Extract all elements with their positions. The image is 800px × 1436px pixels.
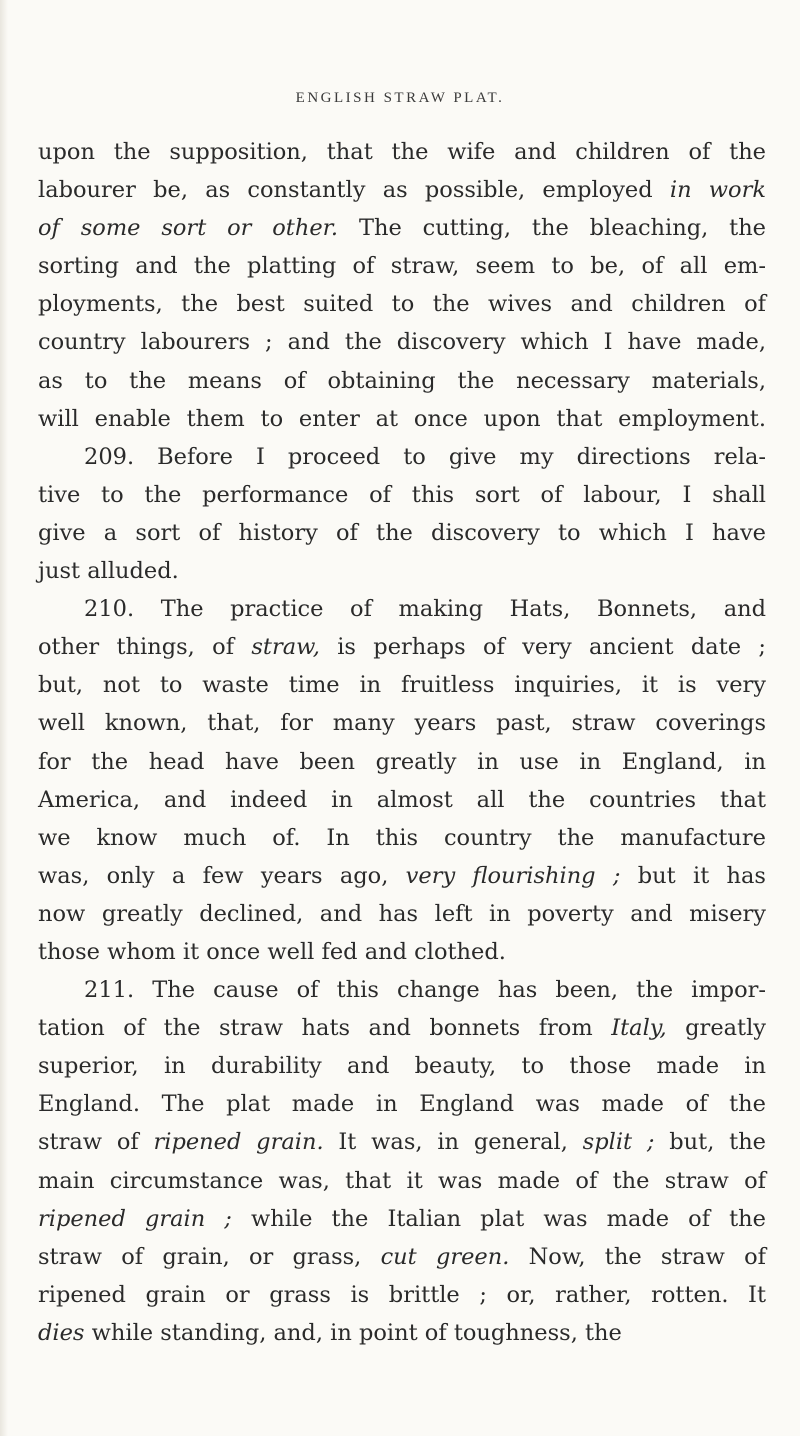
text-run: just alluded.: [38, 558, 179, 585]
text-line: [38, 133, 766, 171]
running-head: ENGLISH STRAW PLAT.: [295, 90, 505, 106]
text-line: [38, 1200, 766, 1238]
text-run: but it has: [620, 862, 766, 889]
body-text: [38, 133, 766, 1352]
italic-run: split ;: [582, 1129, 655, 1156]
italic-run: very flourishing ;: [405, 862, 621, 889]
text-run: well known, that, for many years past, straw coverings: [38, 710, 766, 737]
italic-run: ripened grain ;: [38, 1205, 232, 1232]
text-line: [38, 857, 766, 895]
text-line: [38, 171, 766, 209]
text-run: tive to the performance of this sort of labour, I shall: [38, 481, 766, 508]
text-run: Now, the straw of: [509, 1243, 767, 1270]
text-line: [38, 781, 766, 819]
text-run: England. The plat made in England was made of the: [38, 1091, 766, 1118]
italic-run: in work: [669, 177, 766, 204]
text-line: [38, 666, 766, 704]
text-line: [38, 1009, 766, 1047]
text-run: straw of: [38, 1129, 154, 1156]
text-line: [38, 971, 766, 1009]
italic-run: Italy,: [611, 1015, 667, 1042]
text-run: give a sort of history of the discovery to which I have: [38, 519, 766, 546]
text-line: [38, 514, 766, 552]
text-line: [38, 209, 766, 247]
text-run: 211. The cause of this change has been, the impor-: [84, 977, 766, 1004]
text-run: is perhaps of very ancient date ;: [319, 634, 766, 661]
text-line: [38, 1085, 766, 1123]
text-run: other things, of: [38, 634, 252, 661]
text-line: [38, 323, 766, 361]
text-line: [38, 438, 766, 476]
italic-run: cut green.: [380, 1243, 510, 1270]
text-run: upon the supposition, that the wife and children of the: [38, 139, 766, 165]
text-run: those whom it once well fed and clothed.: [38, 938, 506, 965]
text-run: main circumstance was, that it was made of the straw of: [38, 1167, 766, 1194]
text-line: [38, 400, 766, 438]
text-line: [38, 895, 766, 933]
text-line: [38, 552, 766, 590]
text-line: [38, 285, 766, 323]
text-run: sorting and the platting of straw, seem to be, of all em-: [38, 253, 766, 280]
text-line: [38, 1314, 766, 1352]
text-run: will enable them to enter at once upon that employment.: [38, 405, 766, 432]
text-run: labourer be, as constantly as possible, employed: [38, 177, 670, 204]
text-run: ployments, the best suited to the wives and children of: [38, 291, 766, 318]
text-run: The cutting, the bleaching, the: [338, 215, 766, 242]
text-run: ripened grain or grass is brittle ; or, rather, rotten. It: [38, 1281, 766, 1308]
text-run: was, only a few years ago,: [38, 862, 406, 889]
text-run: tation of the straw hats and bonnets from: [38, 1015, 612, 1042]
text-run: superior, in durability and beauty, to those made in: [38, 1053, 766, 1080]
text-line: [38, 1238, 766, 1276]
text-run: 210. The practice of making Hats, Bonnets, and: [84, 596, 766, 623]
text-run: 209. Before I proceed to give my directions rela-: [84, 443, 766, 470]
text-line: [38, 247, 766, 285]
text-run: but, the: [654, 1129, 766, 1156]
italic-run: of some sort or other.: [38, 215, 339, 242]
text-line: [38, 1162, 766, 1200]
text-run: greatly: [666, 1015, 766, 1042]
text-run: but, not to waste time in fruitless inquiries, it is very: [38, 672, 766, 699]
text-run: America, and indeed in almost all the countries that: [38, 786, 766, 813]
italic-run: straw,: [251, 634, 320, 661]
text-line: [38, 1047, 766, 1085]
text-line: [38, 362, 766, 400]
text-line: [38, 1123, 766, 1161]
text-line: [38, 704, 766, 742]
page-binding-edge: [0, 0, 8, 1436]
text-line: [38, 743, 766, 781]
text-run: now greatly declined, and has left in poverty and misery: [38, 900, 766, 927]
text-run: for the head have been greatly in use in England, in: [38, 748, 766, 775]
text-run: we know much of. In this country the manufacture: [38, 824, 766, 851]
text-run: as to the means of obtaining the necessary materials,: [38, 367, 766, 394]
text-line: [38, 819, 766, 857]
text-line: [38, 933, 766, 971]
italic-run: ripened grain.: [153, 1129, 324, 1156]
text-run: while standing, and, in point of toughness, the: [84, 1319, 622, 1346]
text-run: It was, in general,: [323, 1129, 583, 1156]
text-line: [38, 1276, 766, 1314]
text-line: [38, 628, 766, 666]
text-run: straw of grain, or grass,: [38, 1243, 381, 1270]
text-run: while the Italian plat was made of the: [231, 1205, 766, 1232]
text-line: [38, 590, 766, 628]
text-line: [38, 476, 766, 514]
text-run: country labourers ; and the discovery which I have made,: [38, 329, 766, 356]
italic-run: dies: [38, 1319, 85, 1346]
